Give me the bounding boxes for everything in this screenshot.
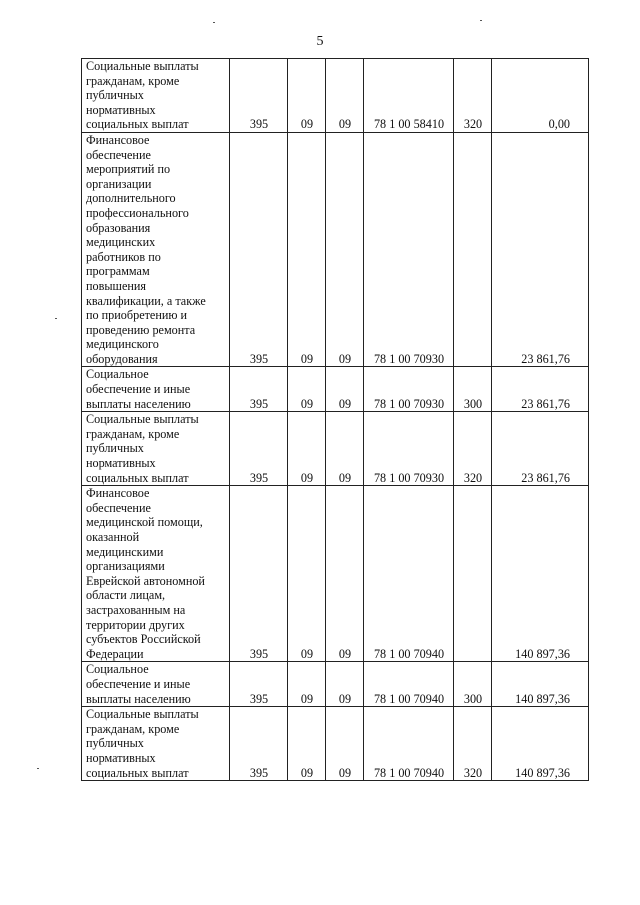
table-row: [82, 662, 589, 707]
row-name: Финансовое обеспечение мероприятий по организации дополнительного профессионального образования медицинских работников по программам повышения квалификации, а также по приобретению и проведению ремонта медицинского оборудования: [82, 132, 230, 367]
scan-speck: [480, 20, 482, 21]
row-expense-type: 300: [454, 367, 492, 412]
row-name: Социальное обеспечение и иные выплаты населению: [82, 367, 230, 412]
row-subsection-code: 09: [326, 367, 364, 412]
row-ministry-code: 395: [230, 486, 288, 662]
scan-speck: [37, 768, 39, 769]
row-target-article: 78 1 00 70930: [364, 367, 454, 412]
row-section-code: 09: [288, 367, 326, 412]
row-ministry-code: 395: [230, 412, 288, 486]
row-name: Социальное обеспечение и иные выплаты населению: [82, 662, 230, 707]
row-expense-type: [454, 132, 492, 367]
row-target-article: 78 1 00 70940: [364, 662, 454, 707]
row-ministry-code: 395: [230, 59, 288, 133]
scan-speck: [55, 318, 57, 319]
row-amount: 140 897,36: [492, 707, 589, 781]
row-amount: 23 861,76: [492, 367, 589, 412]
row-section-code: 09: [288, 707, 326, 781]
scan-speck: [213, 22, 215, 23]
table-row: [82, 132, 589, 367]
row-amount: 140 897,36: [492, 486, 589, 662]
row-expense-type: 320: [454, 59, 492, 133]
table-row: [82, 412, 589, 486]
row-name: Финансовое обеспечение медицинской помощи, оказанной медицинскими организациями Еврейской автономной области лицам, застрахованным на территории других субъектов Российской Федерации: [82, 486, 230, 662]
row-target-article: 78 1 00 70930: [364, 412, 454, 486]
row-expense-type: 320: [454, 707, 492, 781]
table-row: [82, 59, 589, 133]
row-target-article: 78 1 00 70940: [364, 707, 454, 781]
table-row: [82, 367, 589, 412]
row-target-article: 78 1 00 70940: [364, 486, 454, 662]
row-subsection-code: 09: [326, 412, 364, 486]
row-ministry-code: 395: [230, 132, 288, 367]
budget-table-body: [82, 59, 589, 781]
row-amount: 23 861,76: [492, 412, 589, 486]
row-section-code: 09: [288, 412, 326, 486]
row-name: Социальные выплаты гражданам, кроме публичных нормативных социальных выплат: [82, 59, 230, 133]
table-row: [82, 707, 589, 781]
row-subsection-code: 09: [326, 662, 364, 707]
row-expense-type: 320: [454, 412, 492, 486]
row-subsection-code: 09: [326, 59, 364, 133]
row-name: Социальные выплаты гражданам, кроме публичных нормативных социальных выплат: [82, 412, 230, 486]
page-number: 5: [316, 34, 324, 49]
row-ministry-code: 395: [230, 367, 288, 412]
budget-table: [81, 58, 589, 781]
row-expense-type: 300: [454, 662, 492, 707]
row-target-article: 78 1 00 58410: [364, 59, 454, 133]
row-subsection-code: 09: [326, 486, 364, 662]
row-ministry-code: 395: [230, 662, 288, 707]
row-name: Социальные выплаты гражданам, кроме публичных нормативных социальных выплат: [82, 707, 230, 781]
row-section-code: 09: [288, 59, 326, 133]
row-subsection-code: 09: [326, 707, 364, 781]
row-amount: 140 897,36: [492, 662, 589, 707]
row-section-code: 09: [288, 486, 326, 662]
row-expense-type: [454, 486, 492, 662]
row-section-code: 09: [288, 662, 326, 707]
row-section-code: 09: [288, 132, 326, 367]
row-subsection-code: 09: [326, 132, 364, 367]
row-target-article: 78 1 00 70930: [364, 132, 454, 367]
row-amount: 0,00: [492, 59, 589, 133]
row-amount: 23 861,76: [492, 132, 589, 367]
table-row: [82, 486, 589, 662]
row-ministry-code: 395: [230, 707, 288, 781]
